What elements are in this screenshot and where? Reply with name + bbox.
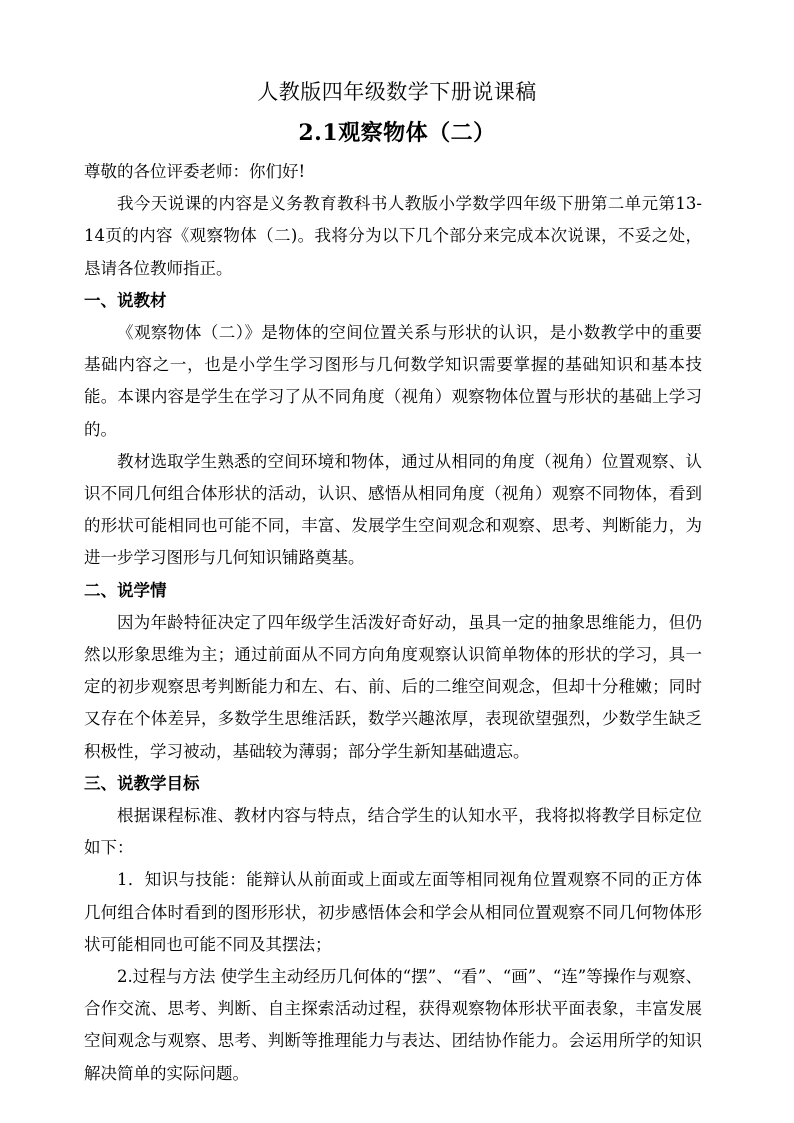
section2-heading: 二、说学情 [84,580,167,600]
document-title: 人教版四年级数学下册说课稿 [257,80,537,104]
section1-paragraph-2: 教材选取学生熟悉的空间环境和物体，通过从相同的角度（视角）位置观察、认识不同几何组合体形状的活动，认识、感悟从相同角度（视角）观察不同物体，看到的形状可能相同也可能不同，丰富、发展学生空间观念和观察、思考、判断能力，为进一步学习图形与几何知识铺路奠基。 [84,451,702,568]
document-body [84,156,702,1090]
section3-paragraph-2: 1．知识与技能：能辩认从前面或上面或左面等相同视角位置观察不同的正方体几何组合体时看到的图形形状，初步感悟体会和学会从相同位置观察不同几何物体形状可能相同也可能不同及其摆法； [84,870,702,954]
section3-paragraph-3: 2.过程与方法 使学生主动经历几何体的“摆”、“看”、“画”、“连”等操作与观察、合作交流、思考、判断、自主探索活动过程，获得观察物体形状平面表象，丰富发展空间观念与观察、思考、判断等推理能力与表达、团结协作能力。会运用所学的知识解决简单的实际问题。 [84,967,702,1083]
section1-heading: 一、说教材 [84,290,167,310]
section3-paragraph-1: 根据课程标准、教材内容与特点，结合学生的认知水平，我将拟将教学目标定位如下： [84,806,702,858]
section2-paragraph-1: 因为年龄特征决定了四年级学生活泼好奇好动，虽具一定的抽象思维能力，但仍然以形象思维为主；通过前面从不同方向角度观察认识简单物体的形状的学习，具一定的初步观察思考判断能力和左、右、前、后的二维空间观念，但却十分稚嫩；同时又存在个体差异，多数学生思维活跃，数学兴趣浓厚，表现欲望强烈，少数学生缺乏积极性，学习被动，基础较为薄弱；部分学生新知基础遗忘。 [84,612,702,761]
greeting: 尊敬的各位评委老师：你们好! [84,162,306,181]
intro-paragraph: 我今天说课的内容是义务教育教科书人教版小学数学四年级下册第二单元第13-14页的内容《观察物体（二)。我将分为以下几个部分来完成本次说课，不妥之处，恳请各位教师指正。 [84,194,702,278]
document-subtitle: 2.1观察物体（二） [298,120,496,146]
section1-paragraph-1: 《观察物体（二）》是物体的空间位置关系与形状的认识，是小数教学中的重要基础内容之一，也是小学生学习图形与几何数学知识需要掌握的基础知识和基本技能。本课内容是学生在学习了从不同角度（视角）观察物体位置与形状的基础上学习的。 [84,323,702,439]
section3-heading: 三、说教学目标 [84,773,200,793]
